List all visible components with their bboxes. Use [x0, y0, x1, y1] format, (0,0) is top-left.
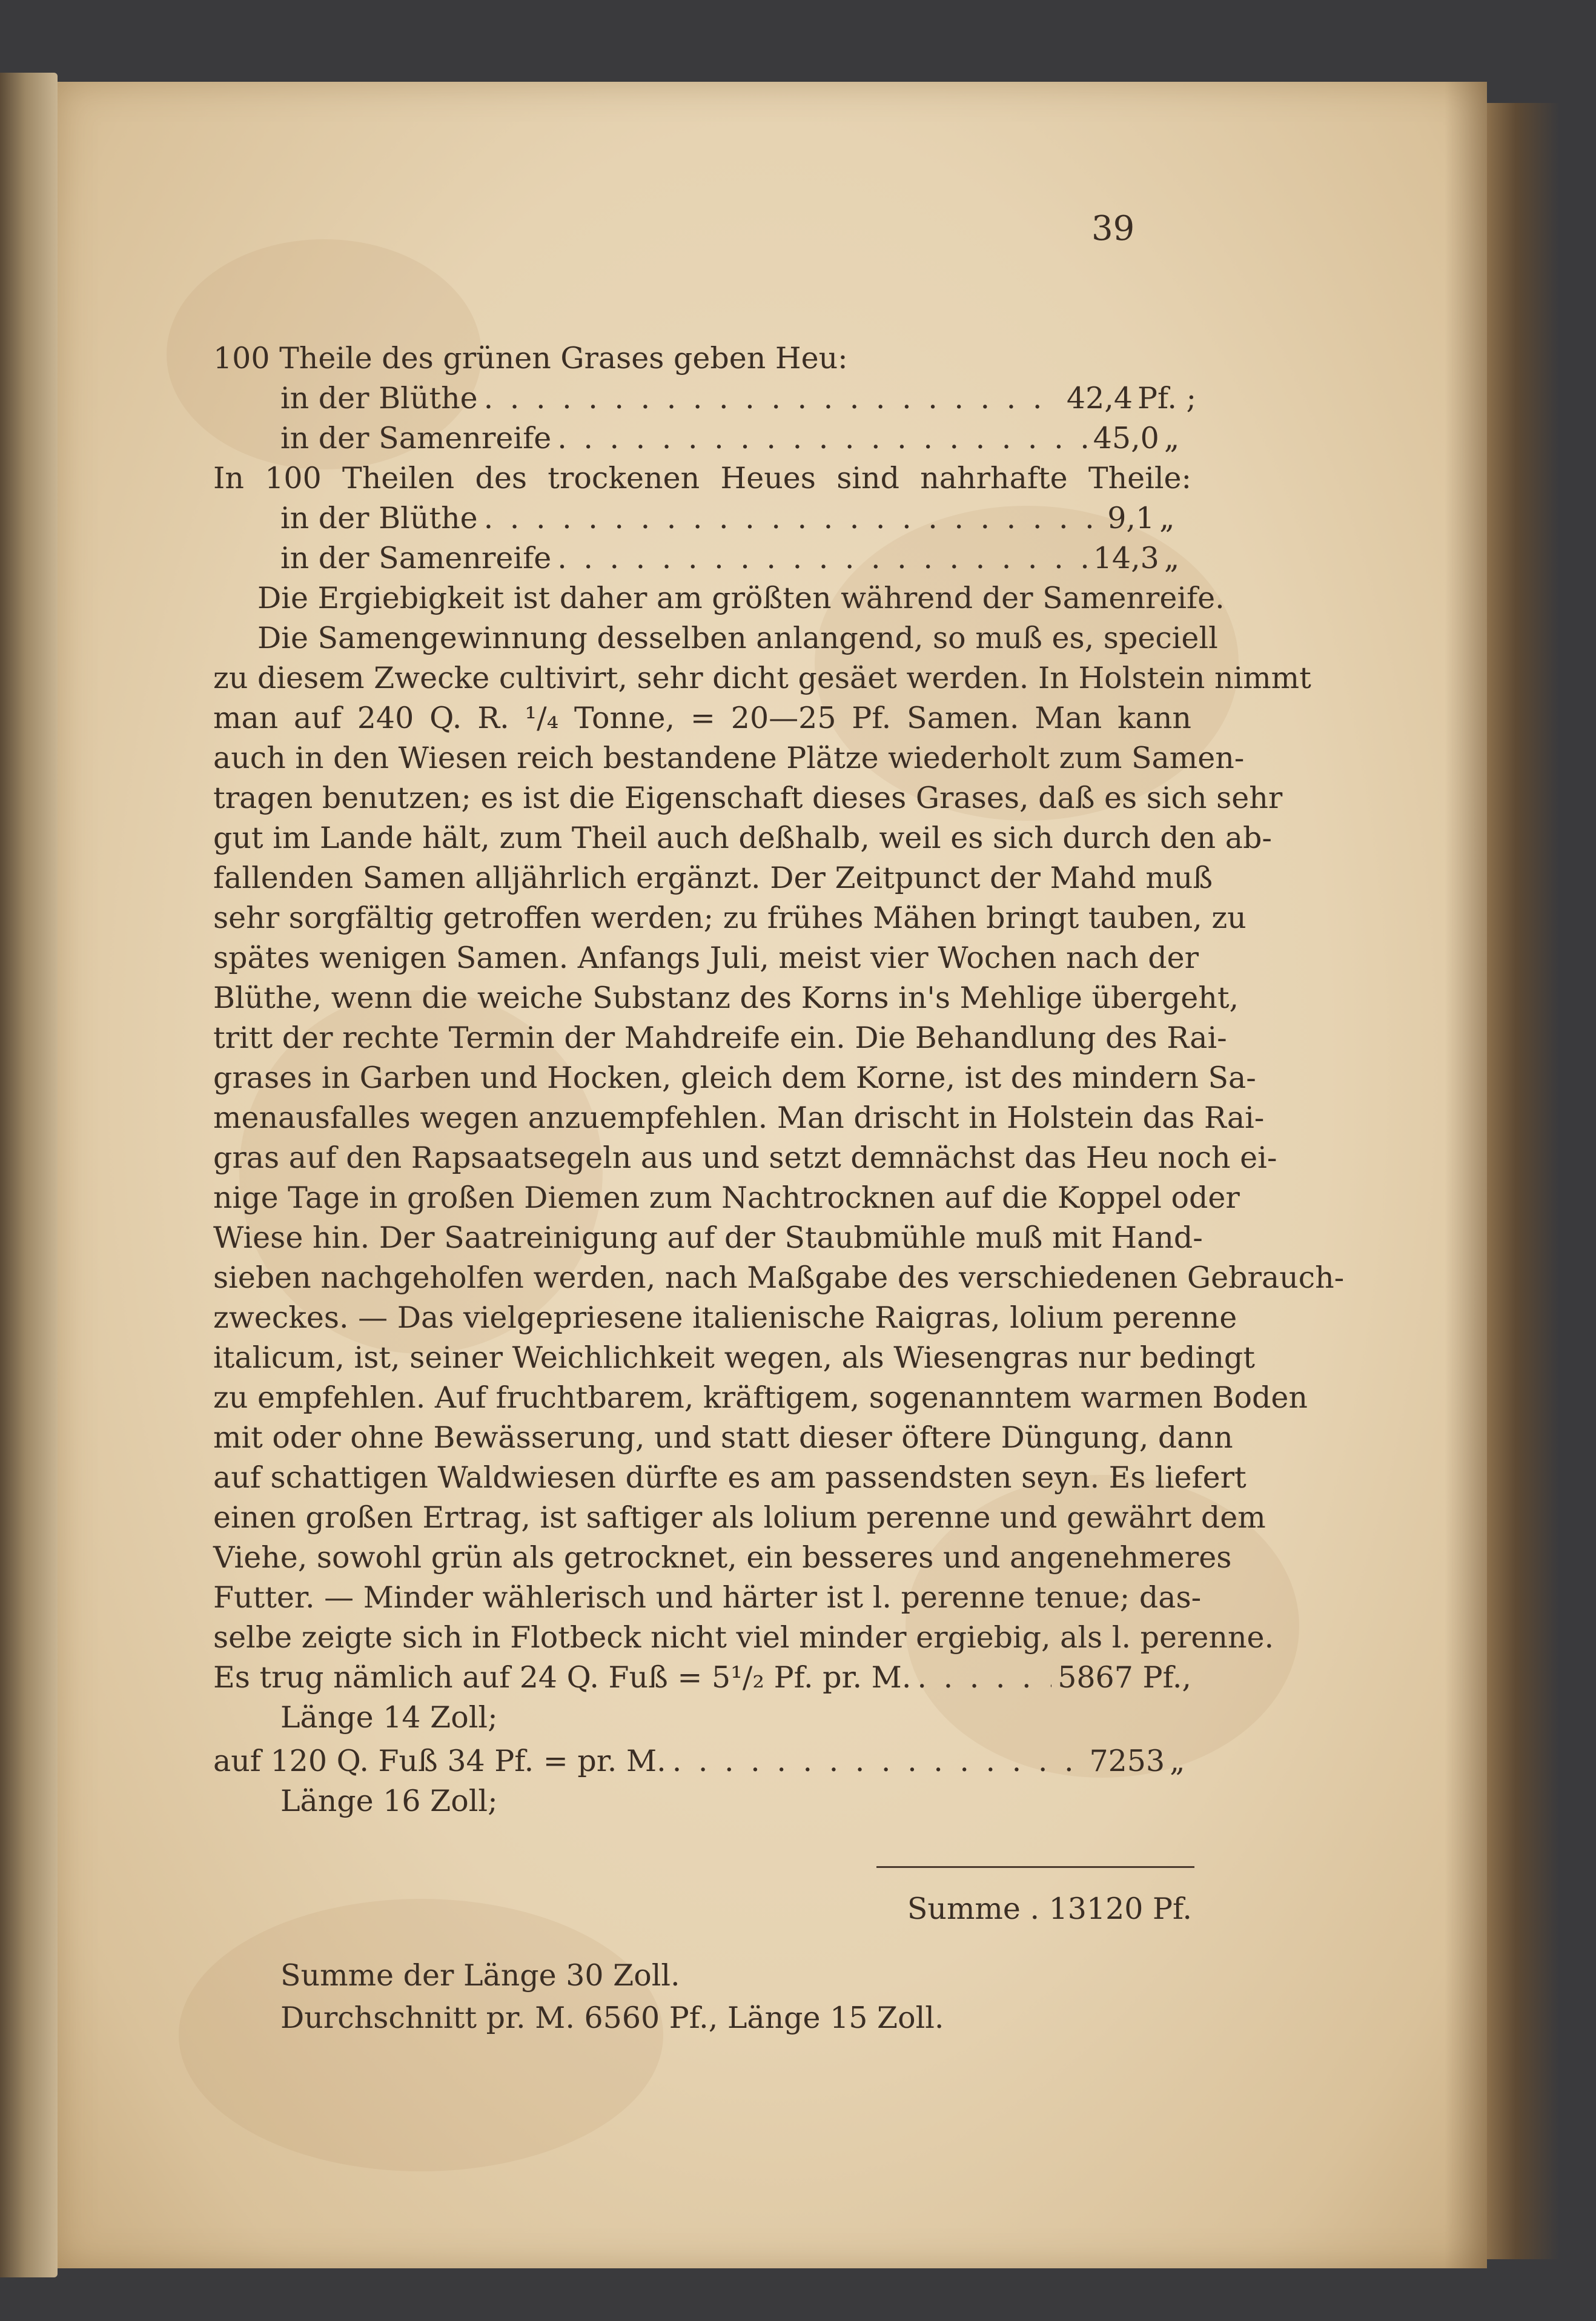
text-line: Die Ergiebigkeit ist daher am größten während der Samenreife. — [257, 581, 1225, 615]
text-line: nige Tage in großen Diemen zum Nachtrocknen auf die Koppel oder — [213, 1180, 1240, 1215]
page-number: 39 — [1091, 209, 1135, 248]
text-line: gut im Lande hält, zum Theil auch deßhalb, weil es sich durch den ab- — [213, 821, 1272, 855]
text-line: Viehe, sowohl grün als getrocknet, ein besseres und angenehmeres — [213, 1540, 1232, 1575]
text-line: Durchschnitt pr. M. 6560 Pf., Länge 15 Zoll. — [280, 2001, 944, 2035]
sum-line: Summe . 13120 Pf. — [907, 1892, 1192, 1926]
text-line: zu empfehlen. Auf fruchtbarem, kräftigem, sogenanntem warmen Boden — [213, 1380, 1308, 1415]
row-value: 42,4 — [1066, 381, 1133, 416]
row-label: in der Samenreife — [280, 421, 552, 455]
row-value: 5867 Pf., — [1058, 1660, 1191, 1695]
leader-dots — [672, 1741, 1084, 1781]
row-unit: „ — [1159, 501, 1175, 535]
table-row — [280, 538, 1192, 578]
text-line: mit oder ohne Bewässerung, und statt dieser öftere Düngung, dann — [213, 1420, 1233, 1455]
row-unit: „ — [1164, 541, 1180, 575]
text-line: man auf 240 Q. R. ¹/₄ Tonne, = 20—25 Pf. Samen. Man kann — [213, 701, 1191, 735]
text-line: menausfalles wegen anzuempfehlen. Man drischt in Holstein das Rai- — [213, 1101, 1265, 1135]
row-value: 7253 — [1089, 1744, 1165, 1778]
leader-dots — [484, 498, 1102, 538]
text-line: Länge 16 Zoll; — [280, 1784, 498, 1818]
sum-rule — [876, 1866, 1194, 1868]
row-unit: „ — [1164, 421, 1180, 455]
row-label: in der Blüthe — [280, 501, 478, 535]
text-line: sieben nachgeholfen werden, nach Maßgabe des verschiedenen Gebrauch- — [213, 1260, 1345, 1295]
text-line: einen großen Ertrag, ist saftiger als lolium perenne und gewährt dem — [213, 1500, 1266, 1535]
row-label: auf 120 Q. Fuß 34 Pf. = pr. M. — [213, 1744, 666, 1778]
text-line: spätes wenigen Samen. Anfangs Juli, meist vier Wochen nach der — [213, 941, 1199, 975]
previous-page-edge — [0, 73, 58, 2277]
text-line: Wiese hin. Der Saatreinigung auf der Staubmühle muß mit Hand- — [213, 1220, 1203, 1255]
table-row — [280, 419, 1192, 459]
book-fore-edge — [1487, 103, 1560, 2259]
leader-dots — [557, 538, 1087, 578]
text-line: gras auf den Rapsaatsegeln aus und setzt demnächst das Heu noch ei- — [213, 1141, 1277, 1175]
text-line: In 100 Theilen des trockenen Heues sind nahrhafte Theile: — [213, 461, 1191, 495]
text-line: 100 Theile des grünen Grases geben Heu: — [213, 341, 848, 376]
table-row — [280, 379, 1197, 419]
text-line: Blüthe, wenn die weiche Substanz des Korns in's Mehlige übergeht, — [213, 981, 1239, 1015]
book-page — [58, 82, 1487, 2268]
row-value: 14,3 — [1093, 541, 1159, 575]
text-line: italicum, ist, seiner Weichlichkeit wegen, als Wiesengras nur bedingt — [213, 1340, 1255, 1375]
text-line: tragen benutzen; es ist die Eigenschaft dieses Grases, daß es sich sehr — [213, 781, 1283, 815]
leader-dots — [917, 1658, 1051, 1698]
text-line: grases in Garben und Hocken, gleich dem Korne, ist des mindern Sa- — [213, 1061, 1256, 1095]
text-line: Die Samengewinnung desselben anlangend, so muß es, speciell — [257, 621, 1218, 655]
text-line: fallenden Samen alljährlich ergänzt. Der Zeitpunct der Mahd muß — [213, 861, 1213, 895]
row-label: Es trug nämlich auf 24 Q. Fuß = 5¹/₂ Pf. pr. M. — [213, 1660, 912, 1695]
row-value: 45,0 — [1093, 421, 1159, 455]
row-unit: Pf. ; — [1137, 381, 1197, 416]
page-text — [58, 82, 1487, 2268]
text-line: auf schattigen Waldwiesen dürfte es am passendsten seyn. Es liefert — [213, 1460, 1247, 1495]
text-line: sehr sorgfältig getroffen werden; zu frühes Mähen bringt tauben, zu — [213, 901, 1247, 935]
row-unit: „ — [1170, 1744, 1185, 1778]
text-line: Futter. — Minder wählerisch und härter ist l. perenne tenue; das- — [213, 1580, 1202, 1615]
table-row — [213, 1658, 1191, 1698]
table-row — [213, 1741, 1191, 1781]
row-label: in der Samenreife — [280, 541, 552, 575]
text-line: zweckes. — Das vielgepriesene italienische Raigras, lolium perenne — [213, 1300, 1237, 1335]
text-line: auch in den Wiesen reich bestandene Plätze wiederholt zum Samen- — [213, 741, 1245, 775]
leader-dots — [557, 419, 1087, 459]
text-line: Länge 14 Zoll; — [280, 1700, 498, 1735]
text-line: Summe der Länge 30 Zoll. — [280, 1958, 680, 1993]
row-value: 9,1 — [1107, 501, 1155, 535]
leader-dots — [484, 379, 1061, 419]
table-row — [280, 498, 1192, 538]
text-line: selbe zeigte sich in Flotbeck nicht viel minder ergiebig, als l. perenne. — [213, 1620, 1274, 1655]
text-line: zu diesem Zwecke cultivirt, sehr dicht gesäet werden. In Holstein nimmt — [213, 661, 1311, 695]
row-label: in der Blüthe — [280, 381, 478, 416]
text-line: tritt der rechte Termin der Mahdreife ein. Die Behandlung des Rai- — [213, 1021, 1227, 1055]
